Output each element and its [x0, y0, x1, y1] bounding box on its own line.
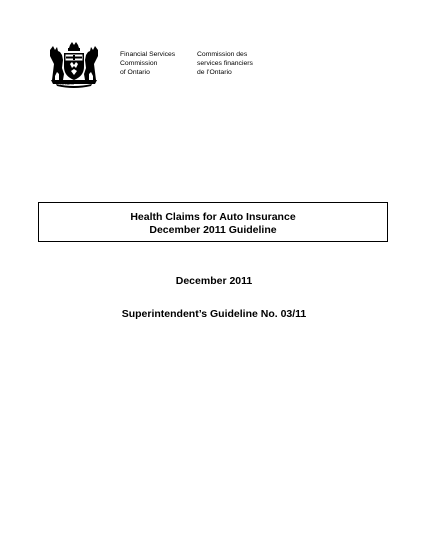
- document-title-box: [38, 202, 388, 242]
- logo-caption: Ontario: [60, 81, 74, 86]
- agency-name-english: [120, 50, 175, 77]
- document-title-line-2: December 2011 Guideline: [149, 224, 277, 236]
- ontario-coat-of-arms-logo: [46, 42, 102, 90]
- document-date: December 2011: [175, 275, 253, 287]
- agency-name-english-line: Financial Services: [120, 51, 176, 58]
- agency-name-english-line: of Ontario: [120, 69, 150, 76]
- guideline-number: Superintendent’s Guideline No. 03/11: [121, 308, 307, 320]
- agency-name-english-line: Commission: [120, 60, 158, 67]
- agency-name-french: [197, 50, 253, 77]
- document-title-line-1: Health Claims for Auto Insurance: [130, 211, 296, 223]
- agency-name-french-line: Commission des: [197, 51, 248, 58]
- agency-name-french-line: de l’Ontario: [197, 69, 232, 76]
- agency-name-french-line: services financiers: [197, 60, 253, 67]
